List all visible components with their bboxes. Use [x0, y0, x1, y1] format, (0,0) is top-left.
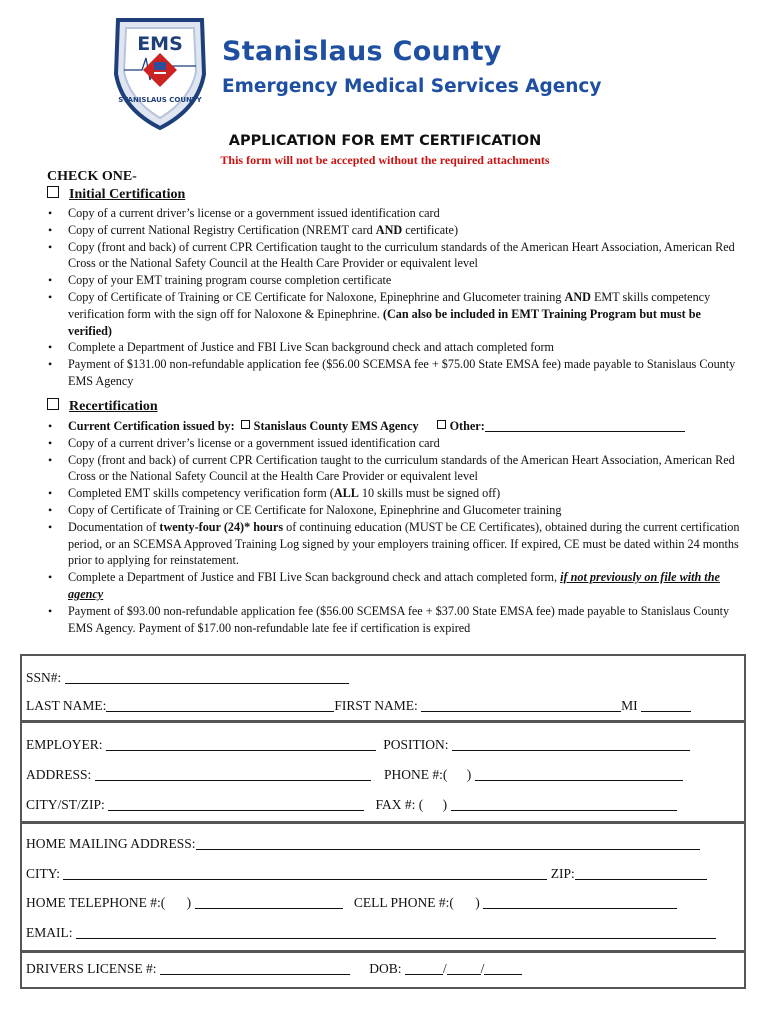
city-st-zip-field[interactable] — [108, 797, 364, 811]
cell-paren: ) — [475, 895, 480, 910]
email-label: EMAIL: — [26, 925, 73, 940]
phone-label: PHONE #:( — [384, 767, 448, 782]
dob-separator: / — [480, 961, 485, 976]
list-item: • Current Certification issued by: Stanislaus County EMS Agency Other: — [47, 418, 747, 435]
form-title: APPLICATION FOR EMT CERTIFICATION — [228, 133, 542, 149]
list-item: • Copy of current National Registry Certification (NREMT card AND certificate) — [47, 222, 747, 239]
ems-logo — [108, 14, 212, 132]
dob-day-field[interactable] — [447, 961, 481, 975]
phone-paren: ) — [466, 767, 472, 782]
home-telephone-field[interactable] — [195, 895, 343, 909]
recert-requirements-list — [47, 418, 747, 636]
initial-certification-label: Initial Certification — [69, 187, 186, 202]
list-item: • Copy (front and back) of current CPR Certification taught to the curriculum standards of the American Heart Association, American Red Cross or the National Safety Council at the Health Care Provider or equivalent level — [47, 452, 747, 486]
city-field[interactable] — [63, 866, 547, 880]
employer-label: EMPLOYER: — [26, 737, 103, 752]
home-mailing-label: HOME MAILING ADDRESS: — [26, 836, 196, 851]
mi-field[interactable] — [641, 698, 691, 712]
list-item: • Documentation of twenty-four (24)* hours of continuing education (MUST be CE Certificates), obtained during the current certification period, or an SCEMSA Approved Training Log signed by your employers training officer. If expired, CE must be dated within 24 months prior to applying for reinstatement. — [47, 519, 747, 569]
recertification-heading — [47, 398, 158, 415]
drivers-license-label: DRIVERS LICENSE #: — [26, 961, 157, 976]
position-label: POSITION: — [383, 737, 449, 752]
list-item: • Copy (front and back) of current CPR Certification taught to the curriculum standards of the American Heart Association, American Red Cross or the National Safety Council at the Health Care Provider or equivalent level — [47, 239, 747, 273]
first-name-label: FIRST NAME: — [334, 698, 418, 713]
employer-field[interactable] — [106, 737, 376, 751]
list-item: • Copy of a current driver’s license or a government issued identification card — [47, 205, 747, 222]
attachment-warning: This form will not be accepted without the required attachments — [220, 153, 550, 167]
list-item: • Copy of a current driver’s license or a government issued identification card — [47, 435, 747, 452]
list-item: • Copy of Certificate of Training or CE Certificate for Naloxone, Epinephrine and Glucometer training AND EMT skills competency verification form with the sign off for Naloxone & Epinephrine. (Can also be included in EMT Training Program but must be verified) — [47, 289, 747, 339]
check-one-label: CHECK ONE- — [47, 169, 137, 184]
other-field[interactable] — [485, 418, 685, 432]
list-item: • Complete a Department of Justice and FBI Live Scan background check and attach completed form, if not previously on file with the agency — [47, 569, 747, 603]
initial-certification-heading — [47, 186, 185, 203]
logo-ems-text: EMS — [137, 33, 183, 55]
cell-phone-label: CELL PHONE #:( — [353, 895, 454, 910]
ssn-field[interactable] — [65, 670, 349, 684]
address-field[interactable] — [95, 767, 371, 781]
list-item: • Copy of your EMT training program course completion certificate — [47, 272, 747, 289]
email-field[interactable] — [76, 925, 716, 939]
dob-month-field[interactable] — [405, 961, 443, 975]
list-item: • Completed EMT skills competency verification form (ALL 10 skills must be signed off) — [47, 485, 747, 502]
zip-label: ZIP: — [550, 866, 575, 881]
dob-year-field[interactable] — [484, 961, 522, 975]
recertification-label: Recertification — [69, 399, 158, 414]
logo-ring-text: STANISLAUS COUNTY — [118, 96, 202, 104]
home-tel-paren: ) — [186, 895, 192, 910]
list-item: • Copy of Certificate of Training or CE Certificate for Naloxone, Epinephrine and Glucometer training — [47, 502, 747, 519]
address-label: ADDRESS: — [26, 767, 92, 782]
list-item: • Payment of $93.00 non-refundable application fee ($56.00 SCEMSA fee + $37.00 State EMSA fee) made payable to Stanislaus County EMS Agency. Payment of $17.00 non-refundable late fee if certification is expired — [47, 603, 747, 637]
last-name-field[interactable] — [106, 698, 334, 712]
fax-label: FAX #: ( — [375, 797, 424, 812]
position-field[interactable] — [452, 737, 690, 751]
list-item: • Complete a Department of Justice and FBI Live Scan background check and attach completed form — [47, 339, 747, 356]
other-checkbox[interactable] — [437, 420, 446, 429]
mi-label: MI — [621, 698, 638, 713]
zip-field[interactable] — [575, 866, 707, 880]
drivers-license-field[interactable] — [160, 961, 350, 975]
list-item: • Payment of $131.00 non-refundable application fee ($56.00 SCEMSA fee + $75.00 State EMSA fee) made payable to Stanislaus County EMS Agency — [47, 356, 747, 390]
cell-phone-field[interactable] — [483, 895, 677, 909]
last-name-label: LAST NAME: — [26, 698, 107, 713]
initial-certification-checkbox[interactable] — [47, 186, 59, 198]
ssn-label: SSN#: — [26, 670, 62, 685]
stanislaus-checkbox[interactable] — [241, 420, 250, 429]
dob-separator: / — [442, 961, 447, 976]
org-title: Stanislaus County — [222, 36, 502, 67]
recertification-checkbox[interactable] — [47, 398, 59, 410]
initial-requirements-list — [47, 205, 747, 390]
city-st-zip-label: CITY/ST/ZIP: — [26, 797, 105, 812]
fax-field[interactable] — [451, 797, 677, 811]
city-label: CITY: — [26, 866, 61, 881]
first-name-field[interactable] — [421, 698, 621, 712]
fax-paren: ) — [442, 797, 448, 812]
org-subtitle: Emergency Medical Services Agency — [222, 76, 602, 97]
home-mailing-field[interactable] — [196, 836, 700, 850]
dob-label: DOB: — [369, 961, 402, 976]
home-telephone-label: HOME TELEPHONE #:( — [26, 895, 166, 910]
phone-field[interactable] — [475, 767, 683, 781]
